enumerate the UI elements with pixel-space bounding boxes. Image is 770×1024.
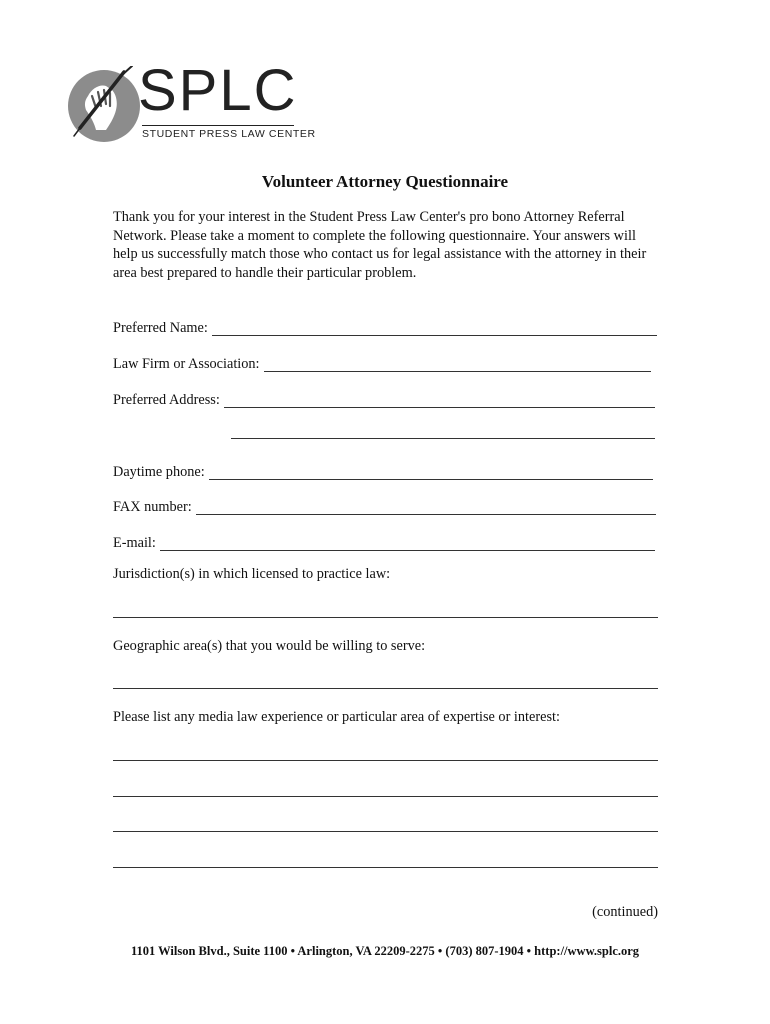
daytime-phone-field[interactable]	[113, 460, 653, 480]
splc-logo	[66, 58, 316, 146]
logo-subtitle: STUDENT PRESS LAW CENTER	[142, 125, 294, 140]
media-law-prompt: Please list any media law experience or particular area of expertise or interest:	[113, 709, 560, 725]
preferred-name-label: Preferred Name:	[113, 320, 208, 336]
email-line[interactable]	[160, 536, 655, 551]
fax-label: FAX number:	[113, 499, 192, 515]
footer-address: 1101 Wilson Blvd., Suite 1100 • Arlington, VA 22209-2275 • (703) 807-1904 • http://www.splc.org	[130, 944, 640, 958]
hand-with-pen-icon	[66, 66, 146, 146]
preferred-address-line[interactable]	[224, 393, 655, 408]
daytime-phone-line[interactable]	[209, 465, 653, 480]
fax-line[interactable]	[196, 500, 656, 515]
geographic-prompt: Geographic area(s) that you would be willing to serve:	[113, 638, 426, 654]
daytime-phone-label: Daytime phone:	[113, 464, 205, 480]
address-line-2[interactable]	[231, 438, 655, 439]
preferred-name-line[interactable]	[212, 321, 657, 336]
law-firm-label: Law Firm or Association:	[113, 356, 260, 372]
jurisdictions-line[interactable]	[113, 617, 658, 618]
logo-wordmark: SPLC	[138, 58, 298, 123]
intro-paragraph: Thank you for your interest in the Student Press Law Center's pro bono Attorney Referral Network. Please take a moment to complete the following questionnaire. Your answers will help us successfully match those who contact us for legal assistance with the attorney in their area best prepared to handle their particular problem.	[113, 209, 647, 281]
law-firm-field[interactable]	[113, 352, 651, 372]
media-law-line-4[interactable]	[113, 867, 658, 868]
fax-field[interactable]	[113, 495, 656, 515]
preferred-name-field[interactable]	[113, 316, 657, 336]
media-law-line-1[interactable]	[113, 760, 658, 761]
page-title: Volunteer Attorney Questionnaire	[261, 172, 509, 191]
geographic-line[interactable]	[113, 688, 658, 689]
email-field[interactable]	[113, 531, 655, 551]
media-law-line-3[interactable]	[113, 831, 658, 832]
law-firm-line[interactable]	[264, 357, 651, 372]
preferred-address-field[interactable]	[113, 388, 655, 408]
jurisdictions-prompt: Jurisdiction(s) in which licensed to practice law:	[113, 566, 391, 582]
media-law-line-2[interactable]	[113, 796, 658, 797]
preferred-address-label: Preferred Address:	[113, 392, 220, 408]
continued-note: (continued)	[592, 904, 658, 920]
email-label: E-mail:	[113, 535, 156, 551]
